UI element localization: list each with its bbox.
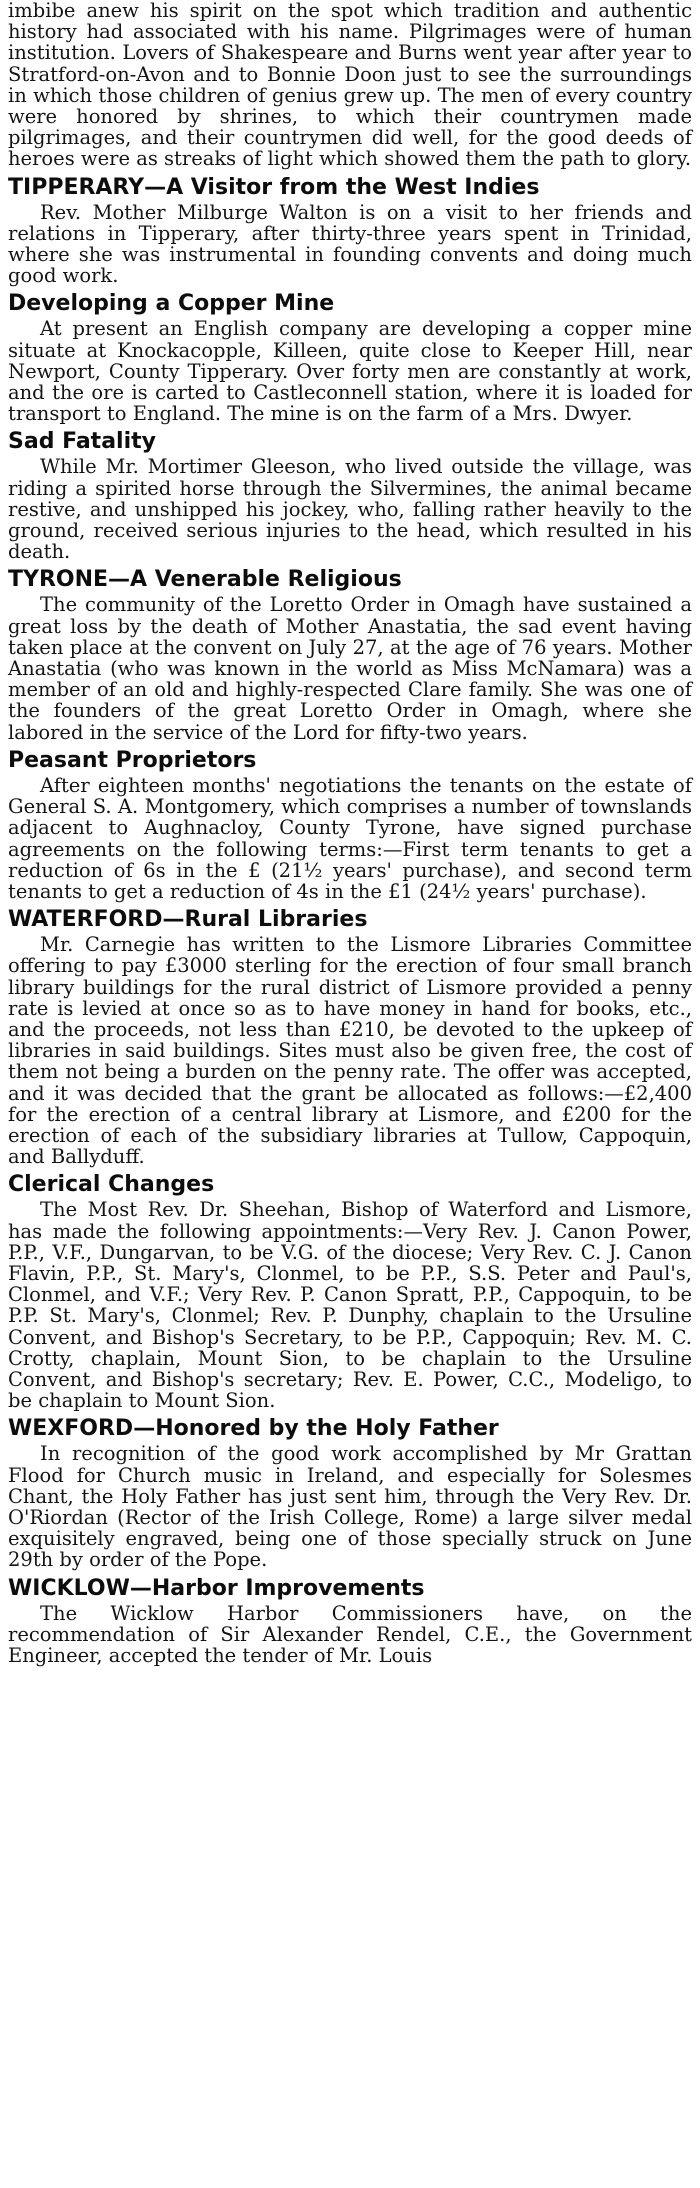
article-tipperary-visitor xyxy=(8,174,692,287)
article-heading: TIPPERARY—A Visitor from the West Indies xyxy=(8,174,540,200)
article-heading: Sad Fatality xyxy=(8,429,156,455)
article-body: In recognition of the good work accomplished by Mr Grattan Flood for Church music in Ireland, and especially for Solesmes Chant, the Holy Father has just sent him, through the Very Rev. Dr. O'Riordan (Rector of the Irish College, Rome) a large silver medal exquisitely engraved, being one of those specially struck on June 29th by order of the Pope. xyxy=(8,1442,692,1572)
article-body: At present an English company are developing a copper mine situate at Knockacopple, Killeen, quite close to Keeper Hill, near Newport, County Tipperary. Over forty men are constantly at work, and the ore is carted to Castleconnell station, where it is loaded for transport to England. The mine is on the farm of a Mrs. Dwyer. xyxy=(8,317,692,426)
article-waterford-libraries xyxy=(8,906,692,1167)
article-heading: Clerical Changes xyxy=(8,1172,215,1198)
article-heading: WEXFORD—Honored by the Holy Father xyxy=(8,1416,499,1442)
article-heading: WICKLOW—Harbor Improvements xyxy=(8,1575,425,1601)
article-heading: Peasant Proprietors xyxy=(8,747,257,773)
article-sad-fatality xyxy=(8,428,692,562)
article-body: The community of the Loretto Order in Omagh have sustained a great loss by the death of Mother Anastatia, the sad event having taken place at the convent on July 27, at the age of 76 years. Mother Anastatia (who was known in the world as Miss McNamara) was a member of an old and highly-respected Clare family. She was one of the founders of the great Loretto Order in Omagh, where she labored in the service of the Lord for fifty-two years. xyxy=(8,593,692,744)
article-body: Rev. Mother Milburge Walton is on a visit to her friends and relations in Tipperary, after thirty-three years spent in Trinidad, where she was instrumental in founding convents and doing much good work. xyxy=(8,200,692,288)
article-tyrone-religious xyxy=(8,566,692,742)
article-body: After eighteen months' negotiations the tenants on the estate of General S. A. Montgomery, which comprises a number of townslands adjacent to Aughnacloy, County Tyrone, have signed purchase agreements on the following terms:—First term tenants to get a reduction of 6s in the £ (21½ years' purchase), and second term tenants to get a reduction of 4s in the £1 (24½ years' purchase). xyxy=(8,773,692,903)
article-heading: WATERFORD—Rural Libraries xyxy=(8,907,368,933)
article-wexford-holy-father xyxy=(8,1415,692,1570)
article-copper-mine xyxy=(8,290,692,424)
article-clerical-changes xyxy=(8,1171,692,1411)
article-peasant-proprietors xyxy=(8,747,692,902)
article-wicklow-harbor xyxy=(8,1575,692,1667)
article-body: The Most Rev. Dr. Sheehan, Bishop of Waterford and Lismore, has made the following appointments:—Very Rev. J. Canon Power, P.P., V.F., Dungarvan, to be V.G. of the diocese; Very Rev. C. J. Canon Flavin, P.P., St. Mary's, Clonmel, to be P.P., S.S. Peter and Paul's, Clonmel, and V.F.; Very Rev. P. Canon Spratt, P.P., Cappoquin, to be P.P. St. Mary's, Clonmel; Rev. P. Dunphy, chaplain to the Ursuline Convent, and Bishop's Secretary, to be P.P., Cappoquin; Rev. M. C. Crotty, chaplain, Mount Sion, to be chaplain to the Ursuline Convent, and Bishop's secretary; Rev. E. Power, C.C., Modeligo, to be chaplain to Mount Sion. xyxy=(8,1198,692,1413)
article-heading: TYRONE—A Venerable Religious xyxy=(8,567,402,593)
intro-paragraph: imbibe anew his spirit on the spot which tradition and authentic history had associated with his name. Pilgrimages were of human institution. Lovers of Shakespeare and Burns went year after year to Stratford-on-Avon and to Bonnie Doon just to see the surroundings in which those children of genius grew up. The men of every country were honored by shrines, to which their countrymen made pilgrimages, and their countrymen did well, for the good deeds of heroes were as streaks of light which showed them the path to glory. xyxy=(8,0,692,171)
article-body: The Wicklow Harbor Commissioners have, on the recommendation of Sir Alexander Rendel, C.E., the Government Engineer, accepted the tender of Mr. Louis xyxy=(8,1601,692,1667)
article-heading: Developing a Copper Mine xyxy=(8,291,335,317)
article-body: While Mr. Mortimer Gleeson, who lived outside the village, was riding a spirited horse through the Silvermines, the animal became restive, and unshipped his jockey, who, falling rather heavily to the ground, received serious injuries to the head, which resulted in his death. xyxy=(8,455,692,564)
article-body: Mr. Carnegie has written to the Lismore Libraries Committee offering to pay £3000 sterling for the erection of four small branch library buildings for the rural district of Lismore provided a penny rate is levied at once so as to have money in hand for books, etc., and the proceeds, not less than £210, be devoted to the upkeep of libraries in said buildings. Sites must also be given free, the cost of them not being a burden on the penny rate. The offer was accepted, and it was decided that the grant be allocated as follows:—£2,400 for the erection of a central library at Lismore, and £200 for the erection of each of the subsidiary libraries at Tullow, Cappoquin, and Ballyduff. xyxy=(8,933,692,1169)
